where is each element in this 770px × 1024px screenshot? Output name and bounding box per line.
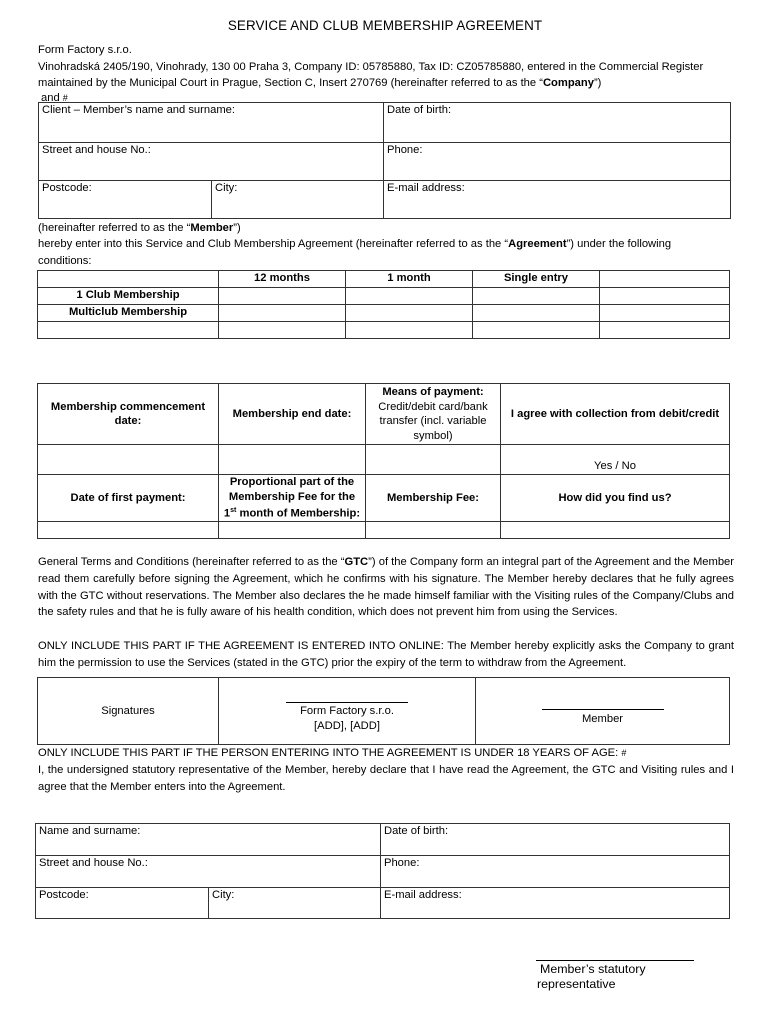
client-street-field[interactable]: Street and house No.:: [39, 143, 384, 181]
membership-table: [37, 270, 730, 339]
cell-empty-extra[interactable]: [600, 322, 730, 339]
gtc-text: General Terms and Conditions (hereinafter referred to as the “: [38, 556, 345, 568]
rep-email-field[interactable]: E-mail address:: [381, 888, 730, 919]
cell-multi-single[interactable]: [473, 305, 600, 322]
company-defined-term: Company: [542, 77, 594, 89]
means-of-payment-field[interactable]: [366, 445, 501, 475]
minor-heading-text: ONLY INCLUDE THIS PART IF THE PERSON ENTERING INTO THE AGREEMENT IS UNDER 18 YEARS OF AGE:: [38, 747, 619, 759]
rep-signature-label: [537, 962, 646, 992]
cell-1club-extra[interactable]: [600, 288, 730, 305]
company-details-close: ”): [593, 77, 602, 89]
cell-multi-12m[interactable]: [219, 305, 346, 322]
company-signature-name: Form Factory s.r.o.: [300, 705, 394, 717]
agreement-defined-term: Agreement: [508, 238, 567, 250]
col-1-month: 1 month: [346, 271, 473, 288]
yes-no-choice[interactable]: Yes / No: [501, 445, 730, 475]
client-city-field[interactable]: City:: [212, 181, 384, 219]
membership-header-extra: [600, 271, 730, 288]
enter-line1: [38, 236, 738, 253]
rep-dob-field[interactable]: Date of birth:: [381, 824, 730, 856]
rep-postcode-field[interactable]: Postcode:: [36, 888, 209, 919]
rep-phone-field[interactable]: Phone:: [381, 856, 730, 888]
gtc-paragraph: [38, 554, 734, 621]
payment-table: [37, 383, 730, 539]
member-defined-term: Member: [190, 222, 234, 234]
proportional-fee-label: [219, 475, 366, 522]
rep-signature-line1: Member’s statutory: [540, 962, 646, 976]
means-of-payment-detail: Credit/debit card/bank transfer (incl. variable symbol): [378, 400, 488, 442]
cell-empty-12m[interactable]: [219, 322, 346, 339]
end-date-field[interactable]: [219, 445, 366, 475]
cell-multi-extra[interactable]: [600, 305, 730, 322]
member-signature-label: Member: [581, 713, 624, 725]
cell-1club-1m[interactable]: [346, 288, 473, 305]
cell-1club-single[interactable]: [473, 288, 600, 305]
rep-signature-line: [536, 960, 694, 961]
client-email-field[interactable]: E-mail address:: [384, 181, 731, 219]
minor-heading: [38, 745, 738, 762]
gtc-defined-term: GTC: [344, 556, 369, 568]
means-of-payment-label: [366, 384, 501, 445]
cell-empty-1m[interactable]: [346, 322, 473, 339]
company-signature-text: [219, 704, 475, 734]
client-name-field[interactable]: Client – Member’s name and surname:: [39, 103, 384, 143]
signatures-table: [37, 677, 730, 745]
company-signature-address: [ADD], [ADD]: [314, 720, 380, 732]
client-table: [38, 102, 731, 219]
member-signature-line: [542, 709, 664, 710]
minor-hash-mark: #: [621, 748, 627, 758]
first-payment-date-label: Date of first payment:: [38, 475, 219, 522]
cell-1club-12m[interactable]: [219, 288, 346, 305]
collection-consent-label: I agree with collection from debit/credit: [501, 384, 730, 445]
and-text: and: [41, 92, 60, 104]
gtc-text-rest: ”) of the Company form an integral part of the Agreement and the Member read them carefully before signing the Agreement, which he confirms with his signature. The Member hereby declares that he fully agrees with the GTC without reservations. The Member also declares the he made himself familiar with the Visiting rules of the Company/Clubs and the safety rules and that he is fully aware of his health condition, which does not prevent him from using the Services.: [38, 556, 734, 619]
find-us-field[interactable]: [501, 522, 730, 539]
commencement-date-field[interactable]: [38, 445, 219, 475]
proportional-fee-text-end: month of Membership:: [236, 507, 361, 520]
company-details-text: maintained by the Municipal Court in Prague, Section C, Insert 270769 (hereinafter referred to as the “: [38, 77, 543, 89]
document-title: SERVICE AND CLUB MEMBERSHIP AGREEMENT: [227, 18, 543, 33]
membership-commencement-label: Membership commencement date:: [38, 384, 219, 445]
enter-text: hereby enter into this Service and Club Membership Agreement (hereinafter referred to as the “: [38, 238, 509, 250]
membership-end-date-label: Membership end date:: [219, 384, 366, 445]
rep-city-field[interactable]: City:: [209, 888, 381, 919]
enter-text-close: ”) under the following: [566, 238, 672, 250]
client-postcode-field[interactable]: Postcode:: [39, 181, 212, 219]
first-payment-date-field[interactable]: [38, 522, 219, 539]
proportional-fee-sup: st: [230, 507, 237, 514]
membership-fee-field[interactable]: [366, 522, 501, 539]
enter-line2: conditions:: [38, 255, 92, 267]
company-details-line1: Vinohradská 2405/190, Vinohrady, 130 00 Praha 3, Company ID: 05785880, Tax ID: CZ05785880, entered in the Commercial Register: [38, 61, 704, 73]
member-signature-cell[interactable]: [476, 678, 730, 745]
proportional-fee-text: Proportional part of the Membership Fee for the 1: [223, 476, 356, 520]
rep-name-field[interactable]: Name and surname:: [36, 824, 381, 856]
row-multiclub-membership: Multiclub Membership: [38, 305, 219, 322]
signatures-label: Signatures: [38, 678, 219, 745]
proportional-fee-field[interactable]: [219, 522, 366, 539]
rep-signature-line2: representative: [537, 977, 616, 991]
representative-table: [35, 823, 730, 919]
member-reference: [38, 220, 738, 237]
membership-fee-label: Membership Fee:: [366, 475, 501, 522]
member-ref-close: ”): [233, 222, 241, 234]
rep-street-field[interactable]: Street and house No.:: [36, 856, 381, 888]
cell-multi-1m[interactable]: [346, 305, 473, 322]
col-12-months: 12 months: [219, 271, 346, 288]
find-us-label: How did you find us?: [501, 475, 730, 522]
membership-header-empty: [38, 271, 219, 288]
company-name: Form Factory s.r.o.: [38, 44, 132, 56]
cell-empty-single[interactable]: [473, 322, 600, 339]
member-ref-text: (hereinafter referred to as the “: [38, 222, 191, 234]
means-of-payment-title: Means of payment:: [382, 386, 484, 398]
company-signature-line: [286, 702, 408, 703]
online-paragraph: ONLY INCLUDE THIS PART IF THE AGREEMENT IS ENTERED INTO ONLINE: The Member hereby explicitly asks the Company to grant him the permission to use the Services (stated in the GTC) prior the expiry of the term to withdraw from the Agreement.: [38, 640, 734, 669]
hash-mark: #: [62, 93, 68, 103]
row-1-club-membership: 1 Club Membership: [38, 288, 219, 305]
client-phone-field[interactable]: Phone:: [384, 143, 731, 181]
minor-declaration: I, the undersigned statutory representative of the Member, hereby declare that I have read the Agreement, the GTC and Visiting rules and I agree that the Member enters into the Agreement.: [38, 764, 734, 793]
col-single-entry: Single entry: [473, 271, 600, 288]
client-dob-field[interactable]: Date of birth:: [384, 103, 731, 143]
cell-empty-row[interactable]: [38, 322, 219, 339]
company-signature-cell[interactable]: [219, 678, 476, 745]
